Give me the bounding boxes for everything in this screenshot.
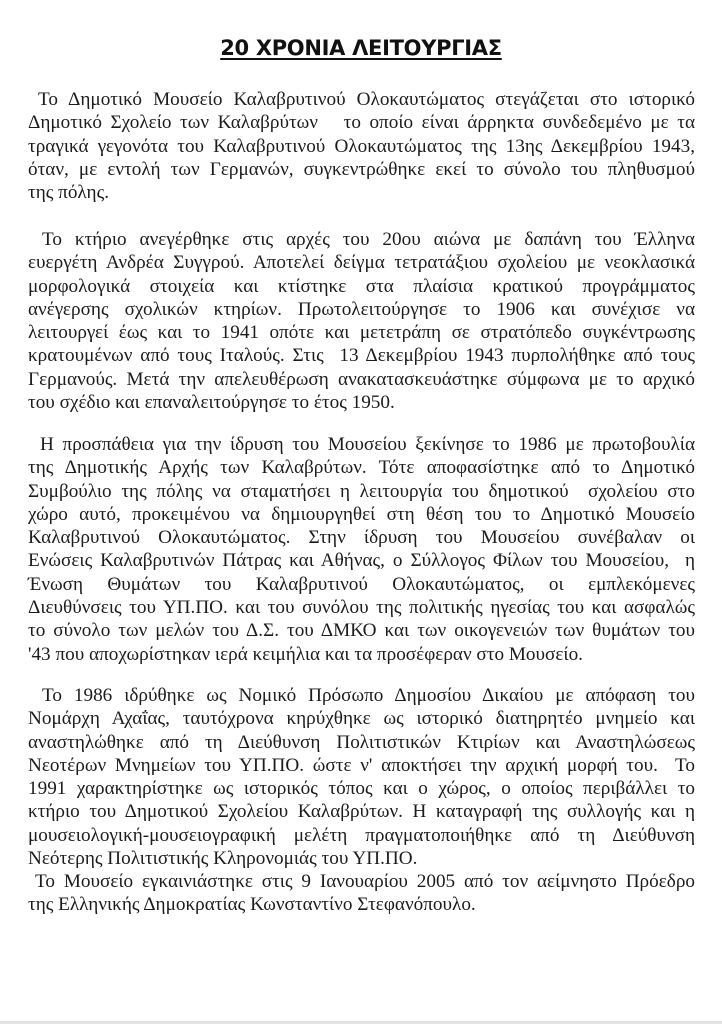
paragraph-line: Συμβούλιο της πόλης να σταματήσει η λειτουργία του δημοτικού σχολείου στο <box>28 480 695 502</box>
paragraph-line: Ενώσεις Καλαβρυτινών Πάτρας και Αθήνας, ο Σύλλογος Φίλων του Μουσείου, η <box>28 550 695 572</box>
paragraph-4 <box>28 684 695 870</box>
document-title <box>0 36 722 60</box>
paragraph-5 <box>28 870 695 917</box>
paragraph-3 <box>28 433 695 666</box>
paragraph-line: κτήριο του Δημοτικού Σχολείου Καλαβρύτων. Η καταγραφή της συλλογής και η <box>28 801 695 823</box>
paragraph-line: χώρο αυτό, προκειμένου να δημιουργηθεί στη θέση του το Δημοτικό Μουσείο <box>28 503 695 525</box>
paragraph-line: κρατουμένων από τους Ιταλούς. Στις 13 Δεκεμβρίου 1943 πυρπολήθηκε από τους <box>28 345 695 367</box>
paragraph-line: ευεργέτη Ανδρέα Συγγρού. Αποτελεί δείγμα τετρατάξιου σχολείου με νεοκλασικά <box>28 252 695 274</box>
paragraph-line: της Δημοτικής Αρχής των Καλαβρύτων. Τότε αποφασίστηκε από το Δημοτικό <box>28 457 695 479</box>
paragraph-line: της πόλης. <box>28 182 109 204</box>
paragraph-line: της Ελληνικής Δημοκρατίας Κωνσταντίνο Στεφανόπουλο. <box>28 894 476 916</box>
paragraph-line: ανέγερσης σχολικών κτηρίων. Πρωτολειτούργησε το 1906 και συνέχισε να <box>28 298 695 320</box>
paragraph-line: Το κτήριο ανεγέρθηκε στις αρχές του 20ου αιώνα με δαπάνη του Έλληνα <box>42 229 695 250</box>
paragraph-line: '43 που αποχωρίστηκαν ιερά κειμήλια και τα προσέφεραν στο Μουσείο. <box>28 643 583 665</box>
paragraph-line: Νομάρχη Αχαΐας, ταυτόχρονα κηρύχθηκε ως ιστορικό διατηρητέο μνημείο και <box>28 708 695 730</box>
paragraph-line: Δημοτικό Σχολείο των Καλαβρύτων το οποίο είναι άρρηκτα συνδεδεμένο με τα <box>28 112 695 134</box>
paragraph-line: Διευθύνσεις του ΥΠ.ΠΟ. και του συνόλου της πολιτικής ηγεσίας του και ασφαλώς <box>28 597 695 619</box>
paragraph-line: Νεότερης Πολιτιστικής Κληρονομιάς του ΥΠ.ΠΟ. <box>28 848 418 870</box>
paragraph-1 <box>28 88 695 204</box>
paragraph-line: τραγικά γεγονότα του Καλαβρυτινού Ολοκαυτώματος της 13ης Δεκεμβρίου 1943, <box>28 135 695 157</box>
paragraph-line: Νεοτέρων Μνημείων του ΥΠ.ΠΟ. ώστε ν' αποκτήσει την αρχική μορφή του. Το <box>28 754 695 776</box>
paragraph-line: μορφολογικά στοιχεία και κτίστηκε στα πλαίσια κρατικού προγράμματος <box>28 275 695 297</box>
paragraph-line: Το Δημοτικό Μουσείο Καλαβρυτινού Ολοκαυτώματος στεγάζεται στο ιστορικό <box>38 89 695 110</box>
paragraph-line: Γερμανούς. Μετά την απελευθέρωση ανακατασκευάστηκε σύμφωνα με το αρχικό <box>28 368 695 390</box>
paragraph-line: Το 1986 ιδρύθηκε ως Νομικό Πρόσωπο Δημοσίου Δικαίου με απόφαση του <box>42 685 695 706</box>
paragraph-line: μουσειολογική-μουσειογραφική μελέτη πραγματοποιήθηκε από τη Διεύθυνση <box>28 824 695 846</box>
document-title-text: 20 ΧΡΟΝΙΑ ΛΕΙΤΟΥΡΓΙΑΣ <box>220 36 502 60</box>
paragraph-line: αναστηλώθηκε από τη Διεύθυνση Πολιτιστικών Κτιρίων και Αναστηλώσεως <box>28 731 695 753</box>
paragraph-line: 1991 χαρακτηρίστηκε ως ιστορικός τόπος και ο χώρος, ο οποίος περιβάλλει το <box>28 778 695 800</box>
paragraph-line: Το Μουσείο εγκαινιάστηκε στις 9 Ιανουαρίου 2005 από τον αείμνηστο Πρόεδρο <box>35 871 695 892</box>
paragraph-line: Καλαβρυτινού Ολοκαυτώματος. Στην ίδρυση του Μουσείου συνέβαλαν οι <box>28 527 695 549</box>
paragraph-line: του σχέδιο και επαναλειτούργησε το έτος 1950. <box>28 392 395 414</box>
paragraph-line: Ένωση Θυμάτων του Καλαβρυτινού Ολοκαυτώματος, οι εμπλεκόμενες <box>28 573 695 595</box>
paragraph-line: Η προσπάθεια για την ίδρυση του Μουσείου ξεκίνησε το 1986 με πρωτοβουλία <box>40 434 695 455</box>
paragraph-line: λειτουργεί έως και το 1941 οπότε και μετετράπη σε στρατόπεδο συγκέντρωσης <box>28 322 695 344</box>
paragraph-2 <box>28 228 695 414</box>
paragraph-line: όταν, με εντολή των Γερμανών, συγκεντρώθηκε εκεί το σύνολο του πληθυσμού <box>28 158 695 180</box>
paragraph-line: το σύνολο των μελών του Δ.Σ. του ΔΜΚΟ και των οικογενειών των θυμάτων του <box>28 620 695 642</box>
